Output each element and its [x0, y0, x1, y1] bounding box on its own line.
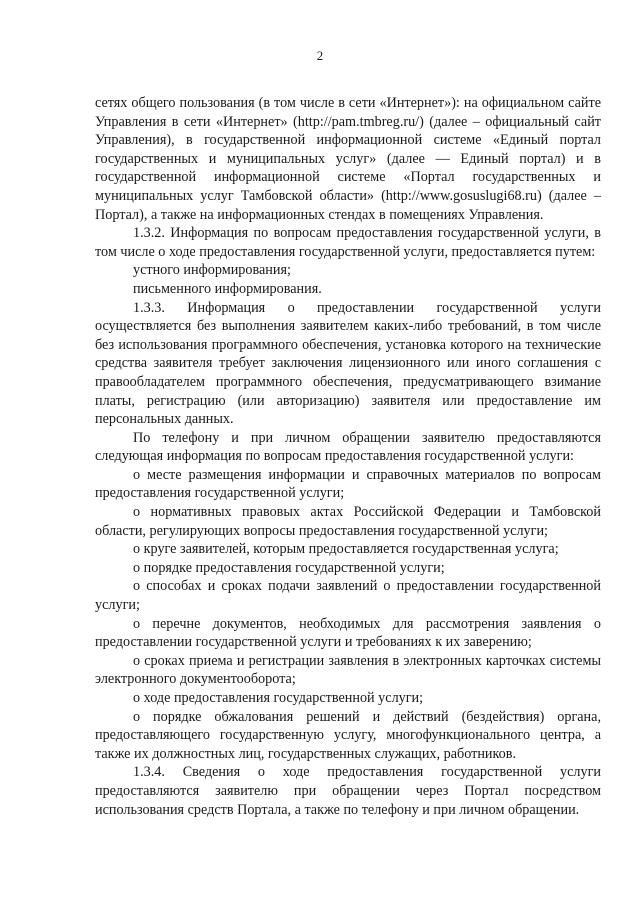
- list-item-paragraph: о перечне документов, необходимых для рассмотрения заявления о предоставлении государственной услуги и требованиях к их заверению;: [95, 615, 601, 651]
- list-item-paragraph: о порядке обжалования решений и действий (бездействия) органа, предоставляющего государственную услугу, многофункционального центра, а также их должностных лиц, государственных служащих, работников.: [95, 708, 601, 762]
- body-paragraph: 1.3.2. Информация по вопросам предоставления государственной услуги, в том числе о ходе предоставления государственной услуги, предоставляется путем:: [95, 225, 601, 260]
- body-paragraph: По телефону и при личном обращении заявителю предоставляются следующая информация по вопросам предоставления государственной услуги:: [95, 429, 601, 465]
- list-item-paragraph: о ходе предоставления государственной услуги;: [133, 690, 424, 706]
- page-number: 2: [316, 48, 324, 63]
- list-item-paragraph: о круге заявителей, которым предоставляется государственная услуга;: [133, 541, 559, 558]
- body-paragraph: сетях общего пользования (в том числе в сети «Интернет»): на официальном сайте Управления в сети «Интернет» (http://pam.tmbreg.ru/) (далее – официальный сайт Управления), в государственной информационной системе «Единый портал государственных и муниципальных услуг» (далее — Единый портал) и в государственной информационной системе «Портал государственных и муниципальных услуг Тамбовской области» (http://www.gosuslugi68.ru) (далее – Портал), а также на информационных стендах в помещениях Управления.: [95, 95, 601, 223]
- body-paragraph: 1.3.3. Информация о предоставлении государственной услуги осуществляется без выполнения заявителем каких-либо требований, в том числе без использования программного обеспечения, установка которого на технические средства заявителя требует заключения лицензионного или иного соглашения с правообладателем программного обеспечения, предусматривающего взимание платы, регистрацию (или авторизацию) заявителя или предоставление им персональных данных.: [95, 299, 601, 428]
- list-item-paragraph: о месте размещения информации и справочных материалов по вопросам предоставления государственной услуги;: [95, 466, 601, 502]
- list-item-paragraph: о порядке предоставления государственной услуги;: [133, 559, 445, 576]
- document-body: [95, 94, 601, 819]
- body-paragraph: 1.3.4. Сведения о ходе предоставления государственной услуги предоставляются заявителю при обращении через Портал посредством использования средств Портала, а также по телефону и при личном обращении.: [95, 764, 601, 818]
- list-item-paragraph: о способах и сроках подачи заявлений о предоставлении государственной услуги;: [95, 578, 601, 614]
- list-item-paragraph: о нормативных правовых актах Российской Федерации и Тамбовской области, регулирующих вопросы предоставления государственной услуги;: [95, 504, 601, 539]
- body-paragraph: устного информирования;: [133, 262, 291, 279]
- list-item-paragraph: о сроках приема и регистрации заявления в электронных карточках системы электронного документооборота;: [95, 652, 601, 688]
- body-paragraph: письменного информирования.: [133, 280, 322, 297]
